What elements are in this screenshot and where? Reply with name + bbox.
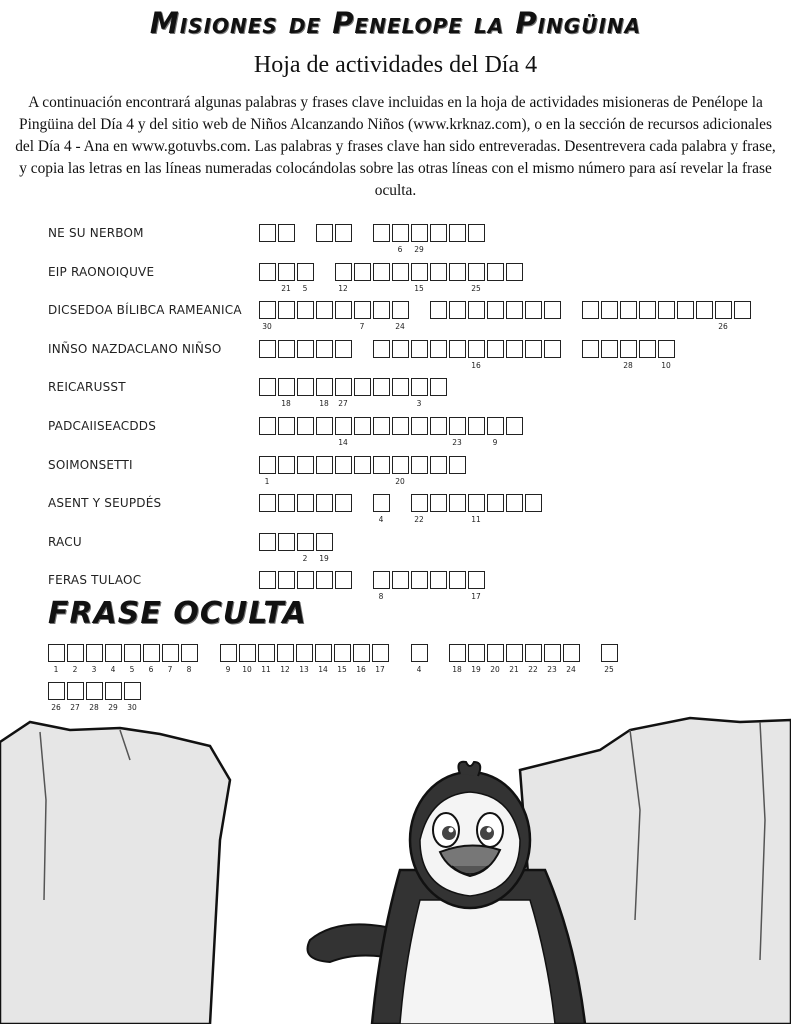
letter-box[interactable] [297, 417, 314, 435]
instructions-paragraph: A continuación encontrará algunas palabras y frases clave incluidas en la hoja de actividades misioneras de Penélope la Pingüina del Día 4 y del sitio web de Niños Alcanzando Niños (www.krknaz.com), o en la sección de recursos adicionales del Día 4 - Ana en www.gotuvbs.com. Las palabras y frases clave han sido entreveradas. Desentrevera cada palabra y frase, y copia las letras en las líneas numeradas colocándolas sobre las otras líneas con el mismo número para así revelar la frase oculta. [15, 94, 776, 199]
letter-box[interactable] [658, 301, 675, 319]
scrambled-word: PADCAIISEACDDS [48, 419, 157, 433]
letter-number: 2 [302, 553, 308, 563]
letter-box[interactable] [373, 378, 390, 396]
letter-number: 26 [718, 322, 728, 332]
letter-box[interactable] [506, 417, 523, 435]
letter-box[interactable] [48, 682, 65, 700]
letter-box[interactable] [354, 378, 371, 396]
scramble-row [0, 494, 791, 530]
letter-number: 5 [302, 283, 308, 293]
letter-number: 25 [604, 665, 614, 674]
letter-box[interactable] [601, 340, 618, 358]
letter-box[interactable] [506, 494, 523, 512]
letter-box[interactable] [411, 378, 428, 396]
letter-box[interactable] [620, 301, 637, 319]
letter-box[interactable] [487, 644, 504, 662]
letter-box[interactable] [639, 301, 656, 319]
letter-box[interactable] [449, 263, 466, 281]
letter-box[interactable] [430, 494, 447, 512]
letter-box[interactable] [392, 456, 409, 474]
letter-box[interactable] [354, 263, 371, 281]
letter-box[interactable] [258, 644, 275, 662]
letter-box[interactable] [278, 533, 295, 551]
letter-box[interactable] [67, 682, 84, 700]
penguin-on-ice-illustration [0, 700, 791, 1024]
letter-box[interactable] [734, 301, 751, 319]
scramble-row [0, 417, 791, 453]
letter-box[interactable] [506, 340, 523, 358]
letter-box[interactable] [487, 417, 504, 435]
scramble-row [0, 533, 791, 569]
letter-box[interactable] [525, 340, 542, 358]
letter-box[interactable] [259, 571, 276, 589]
letter-box[interactable] [411, 644, 428, 662]
letter-box[interactable] [354, 417, 371, 435]
letter-box[interactable] [124, 682, 141, 700]
letter-box[interactable] [658, 340, 675, 358]
letter-number: 10 [661, 360, 671, 370]
letter-box[interactable] [468, 644, 485, 662]
letter-box[interactable] [487, 301, 504, 319]
scrambled-word: SOIMONSETTI [48, 457, 133, 472]
letter-box[interactable] [181, 644, 198, 662]
letter-box[interactable] [143, 644, 160, 662]
letter-box[interactable] [468, 571, 485, 589]
letter-box[interactable] [259, 340, 276, 358]
letter-number: 22 [414, 515, 424, 525]
letter-number: 12 [338, 283, 348, 293]
letter-box[interactable] [372, 644, 389, 662]
letter-number: 28 [623, 360, 633, 370]
letter-box[interactable] [677, 301, 694, 319]
letter-box[interactable] [525, 644, 542, 662]
letter-box[interactable] [335, 456, 352, 474]
letter-box[interactable] [487, 263, 504, 281]
letter-box[interactable] [506, 644, 523, 662]
letter-box[interactable] [392, 378, 409, 396]
letter-number: 10 [242, 665, 252, 674]
scrambled-word: REICARUSST [48, 380, 126, 395]
hidden-phrase-line [0, 644, 791, 680]
letter-number: 27 [70, 703, 80, 712]
letter-box[interactable] [354, 456, 371, 474]
letter-box[interactable] [316, 456, 333, 474]
letter-box[interactable] [297, 301, 314, 319]
letter-box[interactable] [449, 456, 466, 474]
letter-box[interactable] [544, 301, 561, 319]
scramble-row [0, 224, 791, 260]
letter-box[interactable] [411, 340, 428, 358]
letter-number: 26 [51, 703, 61, 712]
scrambled-word: INÑSO NAZDACLANO NIÑSO [48, 341, 222, 356]
letter-box[interactable] [316, 417, 333, 435]
scramble-row [0, 301, 791, 337]
letter-box[interactable] [430, 378, 447, 396]
letter-box[interactable] [449, 301, 466, 319]
letter-box[interactable] [335, 263, 352, 281]
scramble-row [0, 456, 791, 492]
scramble-row [0, 263, 791, 299]
letter-number: 4 [378, 515, 384, 525]
letter-box[interactable] [449, 340, 466, 358]
scrambled-word: EIP RAONOIQUVE [48, 264, 155, 279]
letter-box[interactable] [411, 224, 428, 242]
letter-box[interactable] [105, 682, 122, 700]
letter-box[interactable] [297, 571, 314, 589]
letter-box[interactable] [601, 301, 618, 319]
letter-number: 18 [452, 665, 462, 674]
letter-number: 13 [299, 665, 309, 674]
letter-box[interactable] [316, 494, 333, 512]
letter-number: 4 [416, 665, 422, 674]
letter-number: 23 [547, 665, 557, 674]
letter-box[interactable] [392, 571, 409, 589]
letter-box[interactable] [259, 533, 276, 551]
letter-box[interactable] [278, 263, 295, 281]
letter-box[interactable] [506, 301, 523, 319]
letter-box[interactable] [411, 571, 428, 589]
letter-number: 18 [281, 399, 291, 409]
letter-number: 30 [127, 703, 137, 712]
page-title: Misiones de Penelope la Pingüina [149, 6, 642, 40]
letter-box[interactable] [487, 340, 504, 358]
letter-box[interactable] [468, 263, 485, 281]
letter-number: 19 [319, 553, 329, 563]
letter-number: 3 [416, 399, 422, 409]
letter-box[interactable] [335, 340, 352, 358]
letter-number: 21 [509, 665, 519, 674]
letter-box[interactable] [430, 224, 447, 242]
letter-number: 3 [91, 665, 97, 674]
scrambled-word: NE SU NERBOM [48, 226, 144, 240]
letter-number: 17 [375, 665, 385, 674]
letter-box[interactable] [278, 494, 295, 512]
letter-box[interactable] [316, 340, 333, 358]
letter-box[interactable] [239, 644, 256, 662]
letter-box[interactable] [449, 571, 466, 589]
letter-number: 15 [414, 283, 424, 293]
letter-number: 17 [471, 592, 481, 602]
letter-number: 12 [280, 665, 290, 674]
letter-box[interactable] [278, 224, 295, 242]
letter-number: 6 [397, 245, 403, 254]
letter-number: 19 [471, 665, 481, 674]
letter-box[interactable] [487, 494, 504, 512]
letter-box[interactable] [315, 644, 332, 662]
letter-box[interactable] [601, 644, 618, 662]
letter-number: 6 [148, 665, 154, 674]
letter-box[interactable] [449, 417, 466, 435]
letter-box[interactable] [278, 417, 295, 435]
scrambled-word: RACU [48, 534, 82, 549]
letter-box[interactable] [373, 340, 390, 358]
letter-box[interactable] [297, 456, 314, 474]
letter-number: 8 [378, 592, 384, 602]
letter-number: 20 [395, 476, 405, 486]
letter-box[interactable] [373, 263, 390, 281]
letter-box[interactable] [392, 340, 409, 358]
letter-box[interactable] [373, 456, 390, 474]
letter-box[interactable] [259, 301, 276, 319]
scrambled-word: ASENT Y SEUPDÉS [48, 496, 162, 511]
letter-number: 29 [108, 703, 118, 712]
letter-box[interactable] [335, 301, 352, 319]
letter-box[interactable] [373, 417, 390, 435]
letter-box[interactable] [335, 494, 352, 512]
letter-number: 14 [318, 665, 328, 674]
letter-box[interactable] [354, 301, 371, 319]
letter-number: 2 [72, 665, 78, 674]
letter-box[interactable] [411, 263, 428, 281]
letter-box[interactable] [468, 340, 485, 358]
letter-box[interactable] [696, 301, 713, 319]
letter-number: 11 [261, 665, 271, 674]
letter-box[interactable] [411, 417, 428, 435]
letter-box[interactable] [334, 644, 351, 662]
letter-box[interactable] [278, 301, 295, 319]
letter-number: 11 [471, 515, 481, 525]
letter-number: 9 [492, 438, 498, 447]
letter-box[interactable] [582, 301, 599, 319]
letter-number: 28 [89, 703, 99, 712]
letter-number: 4 [110, 665, 116, 674]
letter-number: 24 [395, 322, 405, 332]
letter-box[interactable] [297, 263, 314, 281]
letter-box[interactable] [430, 301, 447, 319]
letter-box[interactable] [373, 224, 390, 242]
letter-box[interactable] [277, 644, 294, 662]
letter-box[interactable] [86, 682, 103, 700]
letter-box[interactable] [124, 644, 141, 662]
letter-number: 7 [167, 665, 173, 674]
letter-number: 27 [338, 399, 348, 409]
letter-box[interactable] [373, 571, 390, 589]
letter-box[interactable] [430, 571, 447, 589]
letter-number: 5 [129, 665, 135, 674]
letter-number: 8 [186, 665, 192, 674]
letter-box[interactable] [335, 224, 352, 242]
letter-box[interactable] [525, 301, 542, 319]
letter-box[interactable] [278, 456, 295, 474]
letter-box[interactable] [335, 417, 352, 435]
letter-box[interactable] [220, 644, 237, 662]
letter-box[interactable] [715, 301, 732, 319]
letter-box[interactable] [259, 417, 276, 435]
letter-box[interactable] [297, 494, 314, 512]
scrambled-word: FERAS TULAOC [48, 573, 142, 588]
letter-box[interactable] [105, 644, 122, 662]
letter-number: 9 [225, 665, 231, 674]
hidden-phrase-heading: FRASE OCULTA [48, 596, 307, 631]
letter-box[interactable] [278, 378, 295, 396]
letter-box[interactable] [563, 644, 580, 662]
letter-box[interactable] [411, 456, 428, 474]
letter-box[interactable] [449, 644, 466, 662]
letter-box[interactable] [335, 378, 352, 396]
letter-box[interactable] [430, 456, 447, 474]
letter-box[interactable] [449, 224, 466, 242]
letter-box[interactable] [392, 301, 409, 319]
ice-block-left [0, 722, 230, 1024]
letter-box[interactable] [392, 224, 409, 242]
letter-number: 24 [566, 665, 576, 674]
page-subtitle: Hoja de actividades del Día 4 [253, 52, 538, 78]
letter-box[interactable] [411, 494, 428, 512]
letter-box[interactable] [449, 494, 466, 512]
letter-box[interactable] [506, 263, 523, 281]
letter-number: 16 [471, 360, 481, 370]
letter-number: 20 [490, 665, 500, 674]
letter-number: 25 [471, 283, 481, 293]
letter-number: 14 [338, 438, 348, 447]
letter-box[interactable] [278, 340, 295, 358]
letter-number: 15 [337, 665, 347, 674]
scrambled-word: DICSEDOA BÍLIBCA RAMEANICA [48, 303, 242, 318]
scramble-row [0, 340, 791, 376]
letter-box[interactable] [67, 644, 84, 662]
letter-box[interactable] [392, 417, 409, 435]
letter-box[interactable] [335, 571, 352, 589]
letter-box[interactable] [162, 644, 179, 662]
letter-box[interactable] [316, 533, 333, 551]
letter-box[interactable] [525, 494, 542, 512]
letter-number: 1 [53, 665, 59, 674]
letter-box[interactable] [297, 340, 314, 358]
letter-box[interactable] [259, 224, 276, 242]
letter-box[interactable] [297, 533, 314, 551]
letter-box[interactable] [259, 263, 276, 281]
letter-box[interactable] [468, 494, 485, 512]
letter-box[interactable] [639, 340, 656, 358]
letter-box[interactable] [316, 378, 333, 396]
letter-box[interactable] [278, 571, 295, 589]
letter-box[interactable] [544, 340, 561, 358]
letter-box[interactable] [373, 301, 390, 319]
letter-number: 23 [452, 438, 462, 447]
letter-box[interactable] [468, 417, 485, 435]
letter-number: 7 [359, 322, 365, 332]
letter-box[interactable] [430, 417, 447, 435]
letter-box[interactable] [468, 224, 485, 242]
letter-box[interactable] [296, 644, 313, 662]
letter-box[interactable] [86, 644, 103, 662]
letter-number: 1 [264, 476, 270, 486]
letter-box[interactable] [297, 378, 314, 396]
letter-box[interactable] [392, 263, 409, 281]
letter-box[interactable] [316, 301, 333, 319]
letter-box[interactable] [620, 340, 637, 358]
letter-box[interactable] [373, 494, 390, 512]
letter-box[interactable] [544, 644, 561, 662]
letter-box[interactable] [430, 263, 447, 281]
scramble-row [0, 378, 791, 414]
letter-number: 29 [414, 245, 424, 254]
letter-box[interactable] [430, 340, 447, 358]
letter-box[interactable] [48, 644, 65, 662]
letter-box[interactable] [582, 340, 599, 358]
letter-box[interactable] [353, 644, 370, 662]
letter-box[interactable] [259, 456, 276, 474]
letter-number: 18 [319, 399, 329, 409]
letter-box[interactable] [316, 224, 333, 242]
letter-number: 21 [281, 283, 291, 293]
letter-number: 16 [356, 665, 366, 674]
letter-box[interactable] [259, 378, 276, 396]
letter-number: 22 [528, 665, 538, 674]
letter-number: 30 [262, 322, 272, 332]
letter-box[interactable] [259, 494, 276, 512]
letter-box[interactable] [316, 571, 333, 589]
letter-box[interactable] [468, 301, 485, 319]
